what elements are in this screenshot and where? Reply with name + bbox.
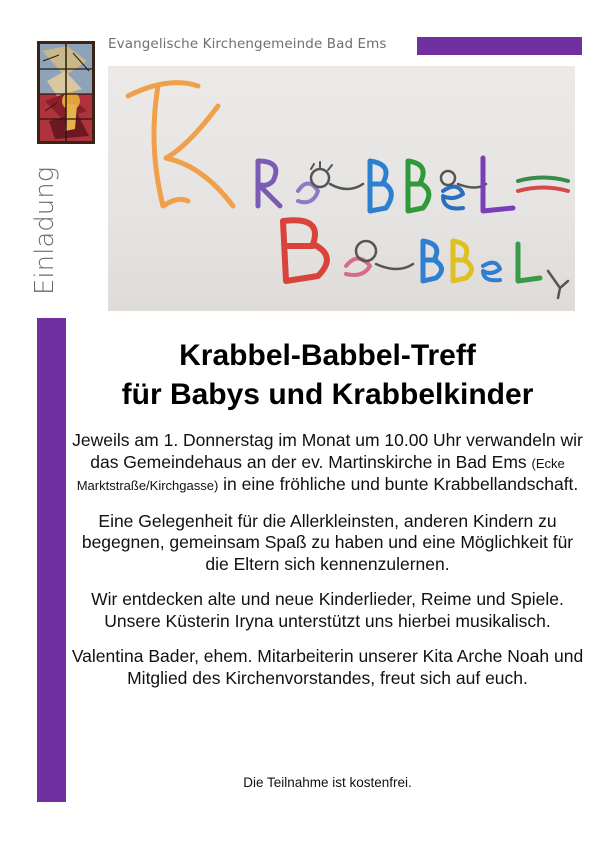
- header-org-name: Evangelische Kirchengemeinde Bad Ems: [108, 36, 387, 52]
- schedule-text-end: in eine fröhliche und bunte Krabbellandschaft.: [223, 474, 579, 494]
- paragraph-schedule: [70, 430, 585, 497]
- event-title-line-1: Krabbel-Babbel-Treff: [179, 339, 476, 372]
- handwritten-title-graphic: [108, 66, 575, 311]
- paragraph-songs: Wir entdecken alte und neue Kinderlieder, Reime und Spiele. Unsere Küsterin Iryna unterstützt uns hierbei musikalisch.: [91, 589, 564, 631]
- free-participation-note: Die Teilnahme ist kostenfrei.: [243, 775, 412, 790]
- event-description: [70, 430, 585, 703]
- left-accent-bar: [37, 318, 66, 802]
- header-accent-bar: [417, 37, 582, 55]
- event-title-line-2: für Babys und Krabbelkinder: [121, 378, 534, 411]
- hero-photo: [108, 66, 575, 311]
- stained-glass-graphic: [37, 41, 95, 144]
- church-window-image: [37, 41, 95, 144]
- paragraph-purpose: Eine Gelegenheit für die Allerkleinsten, anderen Kindern zu begegnen, gemeinsam Spaß zu haben und eine Möglichkeit für die Eltern sich kennenzulernen.: [81, 510, 574, 574]
- schedule-text: Jeweils am 1. Donnerstag im Monat um 10.00 Uhr verwandeln wir das Gemeindehaus an der ev. Martinskirche in Bad Ems: [72, 430, 583, 472]
- address-note: (Ecke Marktstraße/Kirchgasse): [76, 455, 565, 493]
- event-title: [70, 336, 585, 414]
- invitation-label: Einladung: [30, 166, 60, 295]
- paragraph-host: Valentina Bader, ehem. Mitarbeiterin unserer Kita Arche Noah und Mitglied des Kirchenvorstandes, freut sich auf euch.: [71, 646, 584, 688]
